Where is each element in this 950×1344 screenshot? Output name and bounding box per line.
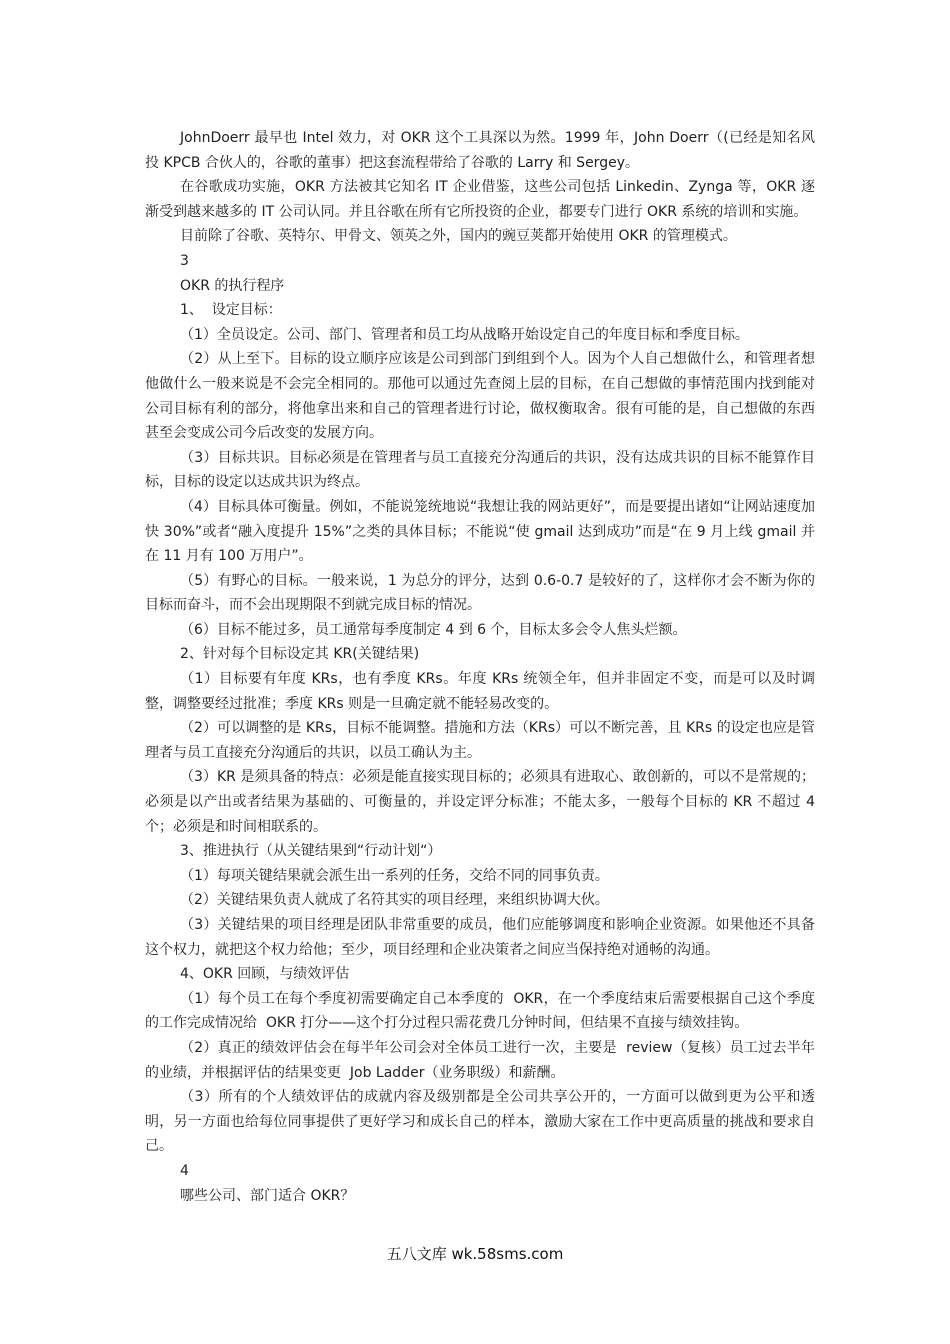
step-4-item-2: （2）真正的绩效评估会在每半年公司会对全体员工进行一次，主要是 review（复核）员工过去半年的业绩，并根据评估的结果变更 Job Ladder（业务职级）和薪酬。 bbox=[145, 1039, 815, 1081]
paragraph-google-adoption: 在谷歌成功实施，OKR 方法被其它知名 IT 企业借鉴，这些公司包括 Linkedin、Zynga 等，OKR 逐渐受到越来越多的 IT 公司认同。并且谷歌在所有它所投资的企业，都要专门进行 OKR 系统的培训和实施。 bbox=[145, 179, 815, 220]
step-2-item-1: （1）目标要有年度 KRs，也有季度 KRs。年度 KRs 统领全年，但并非固定不变，而是可以及时调整，调整要经过批准；季度 KRs 则是一旦确定就不能轻易改变的。 bbox=[145, 671, 815, 712]
step-1-item-3: （3）目标共识。目标必须是在管理者与员工直接充分沟通后的共识，没有达成共识的目标不能算作目标，目标的设定以达成共识为终点。 bbox=[145, 449, 815, 491]
section-number-4: 4 bbox=[180, 1162, 189, 1179]
step-4-item-3: （3）所有的个人绩效评估的成就内容及级别都是全公司共享公开的，一方面可以做到更为公平和透明，另一方面也给每位同事提供了更好学习和成长自己的样本，激励大家在工作中更高质量的挑战和要求自己。 bbox=[145, 1089, 815, 1155]
step-4-item-1: （1）每个员工在每个季度初需要确定自己本季度的 OKR，在一个季度结束后需要根据自己这个季度的工作完成情况给 OKR 打分——这个打分过程只需花费几分钟时间，但结果不直接与绩效挂钩。 bbox=[145, 990, 815, 1032]
step-3-item-2: （2）关键结果负责人就成了名符其实的项目经理，来组织协调大伙。 bbox=[180, 892, 609, 909]
step-2-heading: 2、针对每个目标设定其 KR(关键结果) bbox=[180, 646, 420, 663]
paragraph-current-users: 目前除了谷歌、英特尔、甲骨文、领英之外，国内的豌豆荚都开始使用 OKR 的管理模式。 bbox=[180, 228, 737, 245]
section-number-3: 3 bbox=[180, 252, 189, 269]
step-1-heading: 1、 设定目标： bbox=[180, 302, 282, 319]
page-footer-watermark: 五八文库 wk.58sms.com bbox=[386, 1245, 564, 1263]
document-body bbox=[145, 126, 820, 1208]
step-2-item-3: （3）KR 是须具备的特点：必须是能直接实现目标的；必须具有进取心、敢创新的，可以不是常规的；必须是以产出或者结果为基础的、可衡量的，并设定评分标准；不能太多，一般每个目标的 KR 不超过 4 个；必须是和时间相联系的。 bbox=[145, 769, 820, 835]
step-2-item-2: （2）可以调整的是 KRs，目标不能调整。措施和方法（KRs）可以不断完善，且 KRs 的设定也应是管理者与员工直接充分沟通后的共识，以员工确认为主。 bbox=[145, 720, 815, 761]
step-1-item-4: （4）目标具体可衡量。例如，不能说笼统地说“我想让我的网站更好”，而是要提出诸如“让网站速度加快 30%”或者“融入度提升 15%”之类的具体目标；不能说“使 gmail 达到成功”而是“在 9 月上线 gmail 并在 11 月有 100 万用户”。 bbox=[145, 498, 815, 565]
section-heading-execution: OKR 的执行程序 bbox=[180, 277, 285, 294]
step-4-heading: 4、OKR 回顾，与绩效评估 bbox=[180, 966, 350, 983]
step-1-item-6: （6）目标不能过多，员工通常每季度制定 4 到 6 个，目标太多会令人焦头烂额。 bbox=[180, 621, 687, 638]
step-1-item-1: （1）全员设定。公司、部门、管理者和员工均从战略开始设定自己的年度目标和季度目标。 bbox=[180, 326, 749, 343]
step-1-item-5: （5）有野心的目标。一般来说，1 为总分的评分，达到 0.6-0.7 是较好的了，这样你才会不断为你的目标而奋斗，而不会出现期限不到就完成目标的情况。 bbox=[145, 572, 815, 614]
step-3-item-1: （1）每项关键结果就会派生出一系列的任务，交给不同的同事负责。 bbox=[180, 867, 609, 884]
section-heading-suitability: 哪些公司、部门适合 OKR？ bbox=[180, 1187, 355, 1204]
step-3-item-3: （3）关键结果的项目经理是团队非常重要的成员，他们应能够调度和影响企业资源。如果他还不具备这个权力，就把这个权力给他；至少，项目经理和企业决策者之间应当保持绝对通畅的沟通。 bbox=[145, 917, 815, 958]
step-1-item-2: （2）从上至下。目标的设立顺序应该是公司到部门到组到个人。因为个人自己想做什么，和管理者想他做什么一般来说是不会完全相同的。那他可以通过先查阅上层的目标，在自己想做的事情范围内找到能对公司目标有利的部分，将他拿出来和自己的管理者进行讨论，做权衡取舍。很有可能的是，自己想做的东西甚至会变成公司今后改变的发展方向。 bbox=[145, 351, 815, 442]
paragraph-john-doerr: JohnDoerr 最早也 Intel 效力，对 OKR 这个工具深以为然。1999 年，John Doerr（(已经是知名风投 KPCB 合伙人的，谷歌的董事）把这套流程带给了谷歌的 Larry 和 Sergey。 bbox=[145, 130, 815, 171]
step-3-heading: 3、推进执行（从关键结果到“行动计划“） bbox=[180, 843, 442, 860]
